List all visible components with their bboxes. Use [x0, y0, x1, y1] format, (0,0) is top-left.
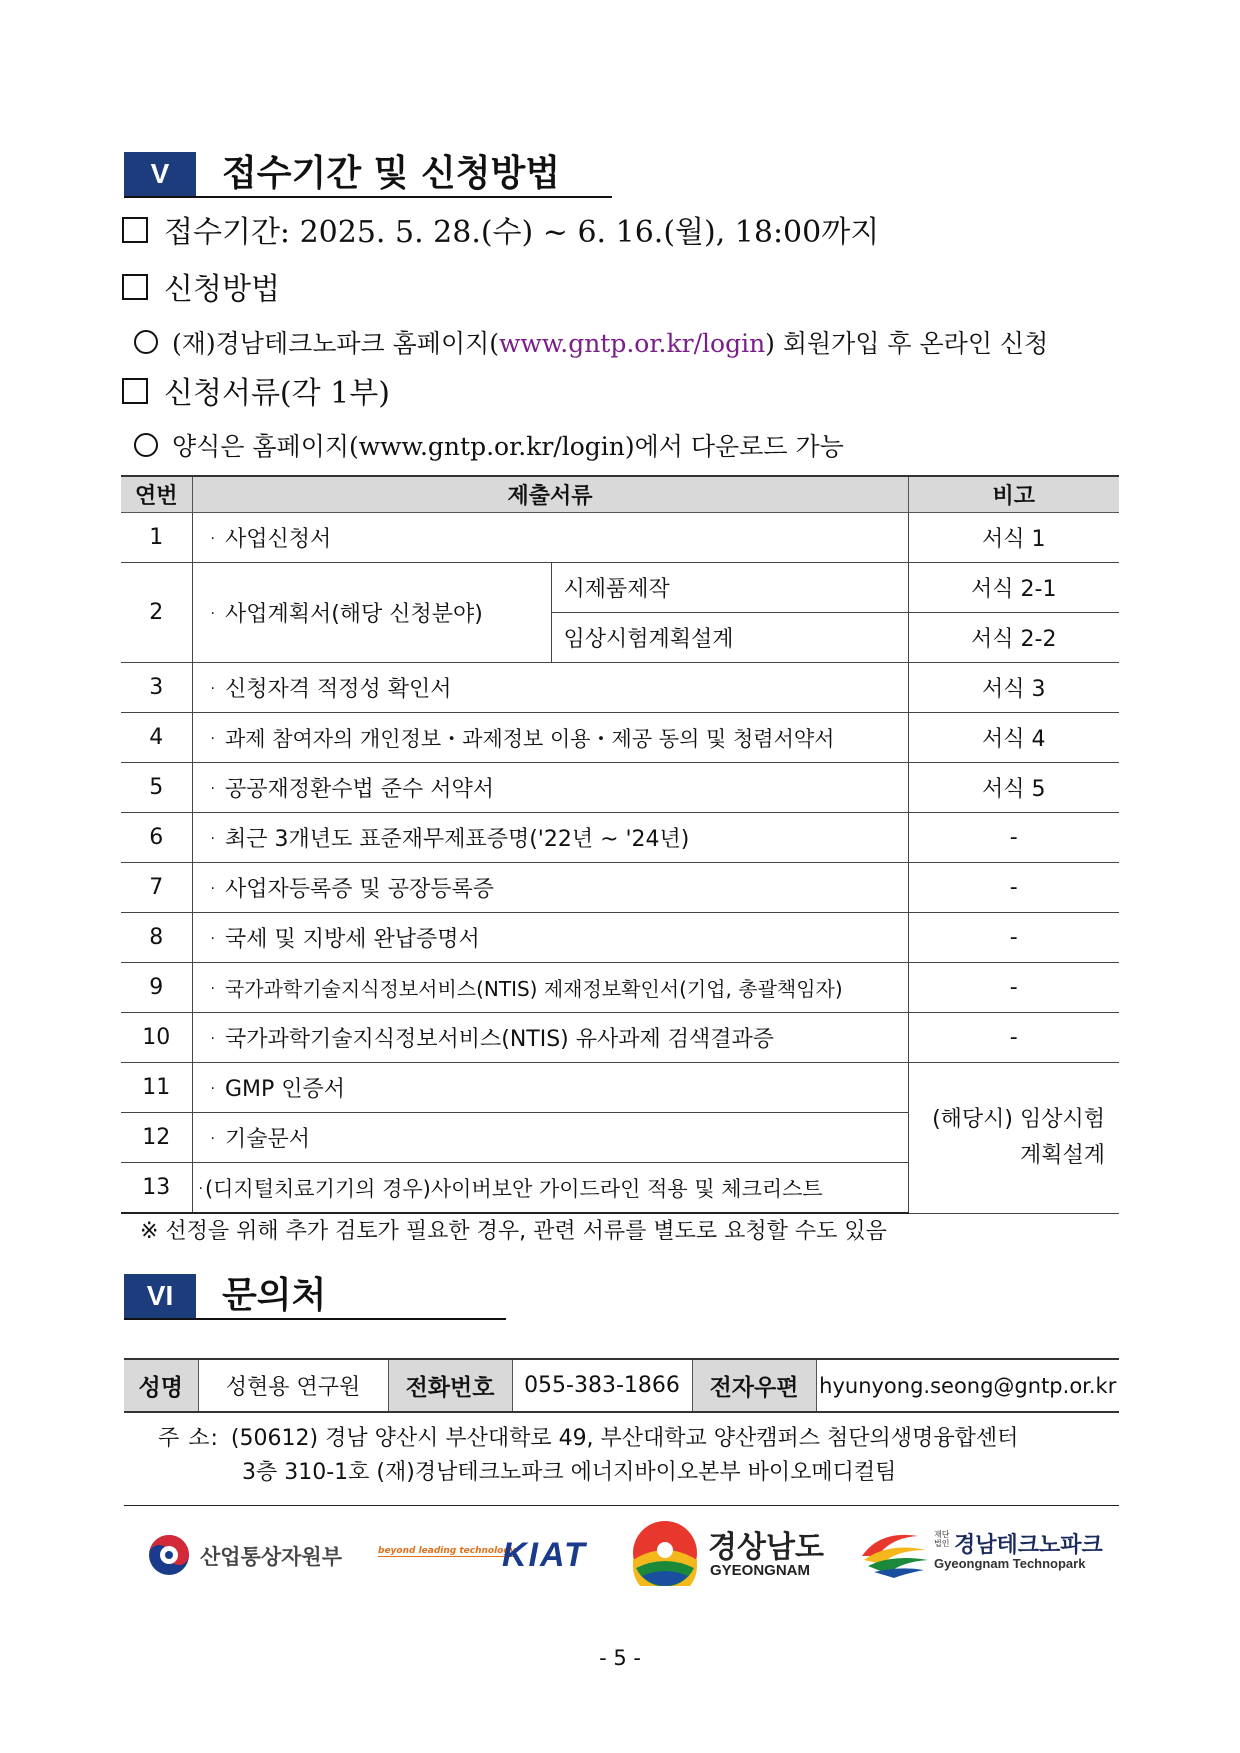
row-no: 8 [121, 913, 192, 963]
checkbox-square-icon [122, 217, 148, 243]
row-doc-text: 사업계획서(해당 신청분야) [224, 602, 483, 627]
period-line [122, 213, 879, 253]
name-label: 성명 [124, 1359, 198, 1412]
row-note: - [908, 813, 1119, 863]
contact-row [124, 1359, 1119, 1412]
kiat-wordmark: KIAT [502, 1536, 587, 1574]
row-no: 10 [121, 1013, 192, 1063]
row-doc [192, 563, 551, 663]
bullet: · [210, 531, 215, 547]
row-no: 6 [121, 813, 192, 863]
row-no: 4 [121, 713, 192, 763]
row-doc [192, 713, 908, 763]
method-item [134, 326, 1048, 362]
section5-title: 접수기간 및 신청방법 [222, 153, 561, 194]
checkbox-square-icon [122, 378, 148, 404]
row-doc-text: 공공재정환수법 준수 서약서 [224, 777, 494, 802]
row-no: 7 [121, 863, 192, 913]
bullet: · [210, 931, 215, 947]
motie-text: 산업통상자원부 [200, 1545, 343, 1569]
section6-badge: VI [124, 1274, 196, 1318]
gntp-prefix: 재단법인 [934, 1530, 950, 1548]
row-note: 서식 3 [908, 663, 1119, 713]
docs-title-line [122, 374, 390, 414]
row-no: 1 [121, 513, 192, 563]
row-doc-text: GMP 인증서 [224, 1077, 345, 1102]
section6-title: 문의처 [222, 1275, 327, 1316]
row-no: 9 [121, 963, 192, 1013]
bullet: · [210, 681, 215, 697]
header-no: 연번 [121, 476, 192, 513]
row-note: - [908, 1013, 1119, 1063]
address-line1 [158, 1422, 1018, 1456]
method-item-text-pre: (재)경남테크노파크 홈페이지( [172, 329, 500, 358]
merged-note-line2: 계획설계 [1020, 1142, 1106, 1168]
docs-item-text: 양식은 홈페이지(www.gntp.or.kr/login)에서 다운로드 가능 [172, 432, 844, 461]
logo-gntp [860, 1526, 1110, 1580]
row-sub-doc: 임상시험계획설계 [551, 613, 908, 663]
method-title: 신청방법 [164, 272, 280, 307]
checkbox-square-icon [122, 274, 148, 300]
phone-label: 전화번호 [388, 1359, 512, 1412]
row-no: 12 [121, 1113, 192, 1163]
kiat-tagline: beyond leading technology [378, 1546, 516, 1556]
merged-note-line1: (해당시) 임상시험 [932, 1106, 1106, 1132]
header-doc: 제출서류 [192, 476, 908, 513]
gyeongnam-ko: 경상남도 [708, 1530, 824, 1565]
row-note: 서식 4 [908, 713, 1119, 763]
row-doc-text: (디지털치료기기의 경우)사이버보안 가이드라인 적용 및 체크리스트 [204, 1176, 823, 1201]
logo-motie [148, 1530, 343, 1580]
contact-email[interactable]: hyunyong.seong@gntp.or.kr [816, 1359, 1119, 1412]
row-doc-text: 최근 3개년도 표준재무제표증명('22년 ~ '24년) [224, 827, 690, 852]
row-doc-text: 국세 및 지방세 완납증명서 [224, 927, 480, 952]
row-doc-text: 사업자등록증 및 공장등록증 [224, 877, 494, 902]
table-row [121, 763, 1119, 813]
bullet: · [210, 1031, 215, 1047]
row-sub-doc: 시제품제작 [551, 563, 908, 613]
bullet: · [198, 1180, 203, 1197]
gntp-en: Gyeongnam Technopark [934, 1556, 1086, 1571]
table-row [121, 913, 1119, 963]
logo-kiat [378, 1536, 602, 1580]
table-row [121, 813, 1119, 863]
row-doc-text: 국가과학기술지식정보서비스(NTIS) 제재정보확인서(기업, 총괄책임자) [224, 977, 843, 1001]
row-doc-text: 신청자격 적정성 확인서 [224, 677, 452, 702]
bullet: · [210, 881, 215, 897]
row-doc [192, 813, 908, 863]
email-label: 전자우편 [692, 1359, 816, 1412]
period-text: 접수기간: 2025. 5. 28.(수) ~ 6. 16.(월), 18:00까지 [164, 215, 880, 250]
row-doc [192, 1113, 908, 1163]
row-doc [192, 863, 908, 913]
circle-bullet-icon [134, 433, 158, 457]
bullet: · [210, 730, 215, 747]
row-doc-text: 국가과학기술지식정보서비스(NTIS) 유사과제 검색결과증 [224, 1027, 774, 1052]
bullet: · [210, 831, 215, 847]
docs-title: 신청서류(각 1부) [164, 376, 390, 411]
table-row [121, 563, 1119, 613]
row-note: 서식 2-1 [908, 563, 1119, 613]
review-note: ※ 선정을 위해 추가 검토가 필요한 경우, 관련 서류를 별도로 요청할 수도 있음 [140, 1219, 887, 1244]
row-note: - [908, 913, 1119, 963]
address-line2: 3층 310-1호 (재)경남테크노파크 에너지바이오본부 바이오메디컬팀 [242, 1460, 897, 1485]
method-title-line [122, 270, 280, 310]
row-doc [192, 1063, 908, 1113]
merged-note [908, 1063, 1119, 1214]
section5-badge: V [124, 152, 196, 196]
homepage-link[interactable]: www.gntp.or.kr/login [499, 329, 766, 358]
table-header-row [121, 476, 1119, 513]
table-row [121, 963, 1119, 1013]
table-row [121, 513, 1119, 563]
contact-phone: 055-383-1866 [512, 1359, 692, 1412]
row-doc-text: 사업신청서 [224, 527, 332, 552]
taegeuk-icon [148, 1534, 190, 1576]
address-block [158, 1422, 1018, 1490]
address-label: 주 소: [158, 1426, 219, 1451]
gntp-ko: 경남테크노파크 [954, 1533, 1103, 1558]
section5-heading [124, 152, 612, 198]
docs-item [134, 429, 844, 465]
table-row [121, 863, 1119, 913]
row-note: - [908, 963, 1119, 1013]
row-doc-text: 기술문서 [224, 1127, 310, 1152]
bullet: · [210, 606, 215, 622]
contact-table [124, 1358, 1119, 1413]
row-no: 3 [121, 663, 192, 713]
method-item-text-post: ) 회원가입 후 온라인 신청 [765, 329, 1049, 358]
bullet: · [210, 1081, 215, 1097]
logo-gyeongnam [632, 1518, 842, 1590]
row-note: 서식 2-2 [908, 613, 1119, 663]
row-no: 13 [121, 1163, 192, 1214]
row-doc [192, 913, 908, 963]
page-number: - 5 - [599, 1646, 641, 1670]
row-doc [192, 513, 908, 563]
row-doc-text: 과제 참여자의 개인정보・과제정보 이용・제공 동의 및 청렴서약서 [224, 726, 835, 751]
table-row [121, 663, 1119, 713]
header-note: 비고 [908, 476, 1119, 513]
table-row [121, 1013, 1119, 1063]
row-no: 2 [121, 563, 192, 663]
table-row [121, 1063, 1119, 1113]
row-no: 11 [121, 1063, 192, 1113]
row-doc [192, 663, 908, 713]
circle-bullet-icon [134, 330, 158, 354]
row-note: 서식 5 [908, 763, 1119, 813]
documents-table [121, 475, 1119, 1214]
row-note: - [908, 863, 1119, 913]
gntp-swoosh-icon [860, 1526, 930, 1578]
section6-heading [124, 1274, 506, 1320]
gyeongnam-emblem-icon [632, 1520, 698, 1586]
row-doc [192, 1013, 908, 1063]
address-text1: (50612) 경남 양산시 부산대학로 49, 부산대학교 양산캠퍼스 첨단의생명융합센터 [230, 1426, 1019, 1451]
row-doc [192, 763, 908, 813]
bullet: · [210, 1131, 215, 1147]
footer-divider [124, 1505, 1119, 1506]
gyeongnam-en: GYEONGNAM [710, 1562, 811, 1579]
row-note: 서식 1 [908, 513, 1119, 563]
bullet: · [210, 981, 215, 997]
contact-name: 성현용 연구원 [198, 1359, 388, 1412]
row-doc [192, 1163, 908, 1214]
row-doc [192, 963, 908, 1013]
row-no: 5 [121, 763, 192, 813]
bullet: · [210, 781, 215, 797]
table-row [121, 713, 1119, 763]
